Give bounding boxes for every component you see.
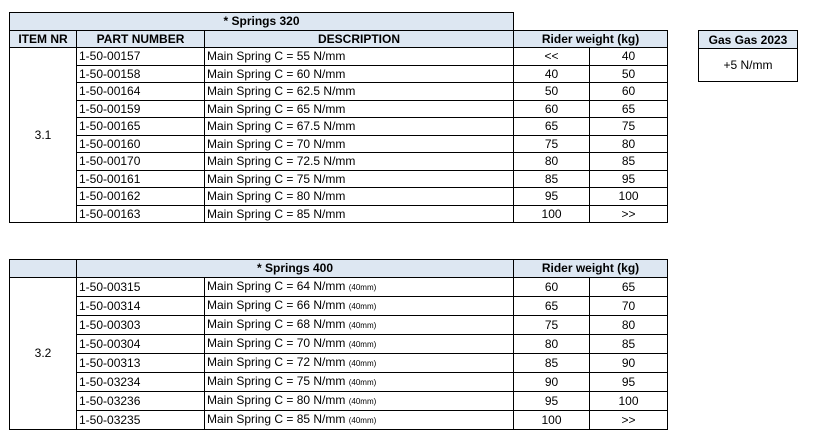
description bbox=[205, 334, 514, 353]
description-note: (40mm) bbox=[348, 320, 377, 330]
item-number: 3.1 bbox=[10, 48, 77, 223]
description: Main Spring C = 67.5 N/mm bbox=[205, 118, 514, 136]
part-number: 1-50-00157 bbox=[77, 48, 205, 66]
table-header-row bbox=[10, 30, 668, 48]
description: Main Spring C = 70 N/mm bbox=[205, 135, 514, 153]
description-text: Main Spring C = 70 N/mm bbox=[207, 335, 346, 350]
weight-min: 85 bbox=[514, 170, 590, 188]
description: Main Spring C = 62.5 N/mm bbox=[205, 83, 514, 101]
description bbox=[205, 353, 514, 372]
description-note: (40mm) bbox=[348, 301, 377, 311]
weight-min: 40 bbox=[514, 65, 590, 83]
weight-max: 100 bbox=[590, 188, 668, 206]
table-row bbox=[10, 100, 668, 118]
weight-max: 80 bbox=[590, 315, 668, 334]
description-text: Main Spring C = 66 N/mm bbox=[207, 297, 346, 312]
table-title-row bbox=[10, 260, 668, 278]
weight-max: 95 bbox=[590, 372, 668, 391]
description bbox=[205, 372, 514, 391]
description: Main Spring C = 85 N/mm bbox=[205, 205, 514, 223]
weight-min: 65 bbox=[514, 296, 590, 315]
badge-value: +5 N/mm bbox=[699, 49, 798, 82]
gas-gas-2023-box bbox=[698, 30, 798, 82]
rider-weight-header: Rider weight (kg) bbox=[514, 30, 668, 48]
part-number: 1-50-00315 bbox=[77, 277, 205, 296]
weight-max: 40 bbox=[590, 48, 668, 66]
description-note: (40mm) bbox=[348, 415, 377, 425]
description-note: (40mm) bbox=[348, 358, 377, 368]
table-row bbox=[10, 334, 668, 353]
description bbox=[205, 296, 514, 315]
weight-min: 95 bbox=[514, 188, 590, 206]
table-row bbox=[10, 170, 668, 188]
weight-min: 80 bbox=[514, 334, 590, 353]
table-row bbox=[10, 277, 668, 296]
table-row bbox=[10, 153, 668, 171]
description bbox=[205, 315, 514, 334]
table-row bbox=[10, 83, 668, 101]
weight-min: 65 bbox=[514, 118, 590, 136]
description: Main Spring C = 80 N/mm bbox=[205, 188, 514, 206]
weight-max: 60 bbox=[590, 83, 668, 101]
description: Main Spring C = 55 N/mm bbox=[205, 48, 514, 66]
description-text: Main Spring C = 64 N/mm bbox=[207, 278, 346, 293]
weight-min: 50 bbox=[514, 83, 590, 101]
part-number: 1-50-00159 bbox=[77, 100, 205, 118]
part-number: 1-50-00303 bbox=[77, 315, 205, 334]
table-row bbox=[10, 353, 668, 372]
weight-min: << bbox=[514, 48, 590, 66]
description bbox=[205, 410, 514, 429]
table-title-row bbox=[10, 13, 668, 31]
part-number: 1-50-00163 bbox=[77, 205, 205, 223]
weight-max: 95 bbox=[590, 170, 668, 188]
weight-max: 80 bbox=[590, 135, 668, 153]
description-note: (40mm) bbox=[348, 396, 377, 406]
table-row bbox=[10, 205, 668, 223]
part-number: 1-50-00164 bbox=[77, 83, 205, 101]
table-row bbox=[10, 315, 668, 334]
weight-min: 95 bbox=[514, 391, 590, 410]
description-text: Main Spring C = 80 N/mm bbox=[207, 392, 346, 407]
part-number: 1-50-00314 bbox=[77, 296, 205, 315]
weight-max: 50 bbox=[590, 65, 668, 83]
description-header: DESCRIPTION bbox=[205, 30, 514, 48]
weight-min: 80 bbox=[514, 153, 590, 171]
description-text: Main Spring C = 72 N/mm bbox=[207, 354, 346, 369]
weight-max: 100 bbox=[590, 391, 668, 410]
weight-max: 65 bbox=[590, 100, 668, 118]
description-text: Main Spring C = 68 N/mm bbox=[207, 316, 346, 331]
description bbox=[205, 277, 514, 296]
part-number: 1-50-00165 bbox=[77, 118, 205, 136]
table-row bbox=[10, 65, 668, 83]
table-row bbox=[10, 410, 668, 429]
part-number: 1-50-00170 bbox=[77, 153, 205, 171]
springs-400-table bbox=[9, 259, 668, 430]
part-number: 1-50-00158 bbox=[77, 65, 205, 83]
table-row bbox=[10, 118, 668, 136]
description-note: (40mm) bbox=[348, 377, 377, 387]
springs-320-table bbox=[9, 12, 668, 223]
part-number: 1-50-00313 bbox=[77, 353, 205, 372]
blank-header-cell bbox=[10, 260, 77, 278]
weight-min: 60 bbox=[514, 100, 590, 118]
table-row bbox=[10, 296, 668, 315]
description-note: (40mm) bbox=[348, 282, 377, 292]
part-number: 1-50-00160 bbox=[77, 135, 205, 153]
description bbox=[205, 391, 514, 410]
description: Main Spring C = 65 N/mm bbox=[205, 100, 514, 118]
table-row bbox=[10, 135, 668, 153]
weight-max: 75 bbox=[590, 118, 668, 136]
part-number: 1-50-00162 bbox=[77, 188, 205, 206]
weight-max: 85 bbox=[590, 334, 668, 353]
table-row bbox=[10, 372, 668, 391]
weight-min: 60 bbox=[514, 277, 590, 296]
table-title: * Springs 400 bbox=[77, 260, 514, 278]
weight-max: >> bbox=[590, 205, 668, 223]
weight-min: 90 bbox=[514, 372, 590, 391]
weight-min: 75 bbox=[514, 315, 590, 334]
rider-weight-header: Rider weight (kg) bbox=[514, 260, 668, 278]
weight-min: 100 bbox=[514, 410, 590, 429]
weight-max: 70 bbox=[590, 296, 668, 315]
description-text: Main Spring C = 85 N/mm bbox=[207, 411, 346, 426]
description: Main Spring C = 75 N/mm bbox=[205, 170, 514, 188]
weight-min: 100 bbox=[514, 205, 590, 223]
description: Main Spring C = 72.5 N/mm bbox=[205, 153, 514, 171]
description: Main Spring C = 60 N/mm bbox=[205, 65, 514, 83]
description-text: Main Spring C = 75 N/mm bbox=[207, 373, 346, 388]
weight-min: 75 bbox=[514, 135, 590, 153]
table-title: * Springs 320 bbox=[10, 13, 514, 31]
weight-max: 85 bbox=[590, 153, 668, 171]
weight-max: >> bbox=[590, 410, 668, 429]
part-number: 1-50-00304 bbox=[77, 334, 205, 353]
badge-title: Gas Gas 2023 bbox=[699, 31, 798, 49]
table-row bbox=[10, 48, 668, 66]
part-number: 1-50-00161 bbox=[77, 170, 205, 188]
part-number: 1-50-03235 bbox=[77, 410, 205, 429]
item-number: 3.2 bbox=[10, 277, 77, 429]
empty-cell bbox=[514, 13, 668, 31]
table-row bbox=[10, 188, 668, 206]
description-note: (40mm) bbox=[348, 339, 377, 349]
weight-max: 65 bbox=[590, 277, 668, 296]
weight-min: 85 bbox=[514, 353, 590, 372]
table-row bbox=[10, 391, 668, 410]
part-number: 1-50-03236 bbox=[77, 391, 205, 410]
part-number: 1-50-03234 bbox=[77, 372, 205, 391]
item-nr-header: ITEM NR bbox=[10, 30, 77, 48]
weight-max: 90 bbox=[590, 353, 668, 372]
part-number-header: PART NUMBER bbox=[77, 30, 205, 48]
